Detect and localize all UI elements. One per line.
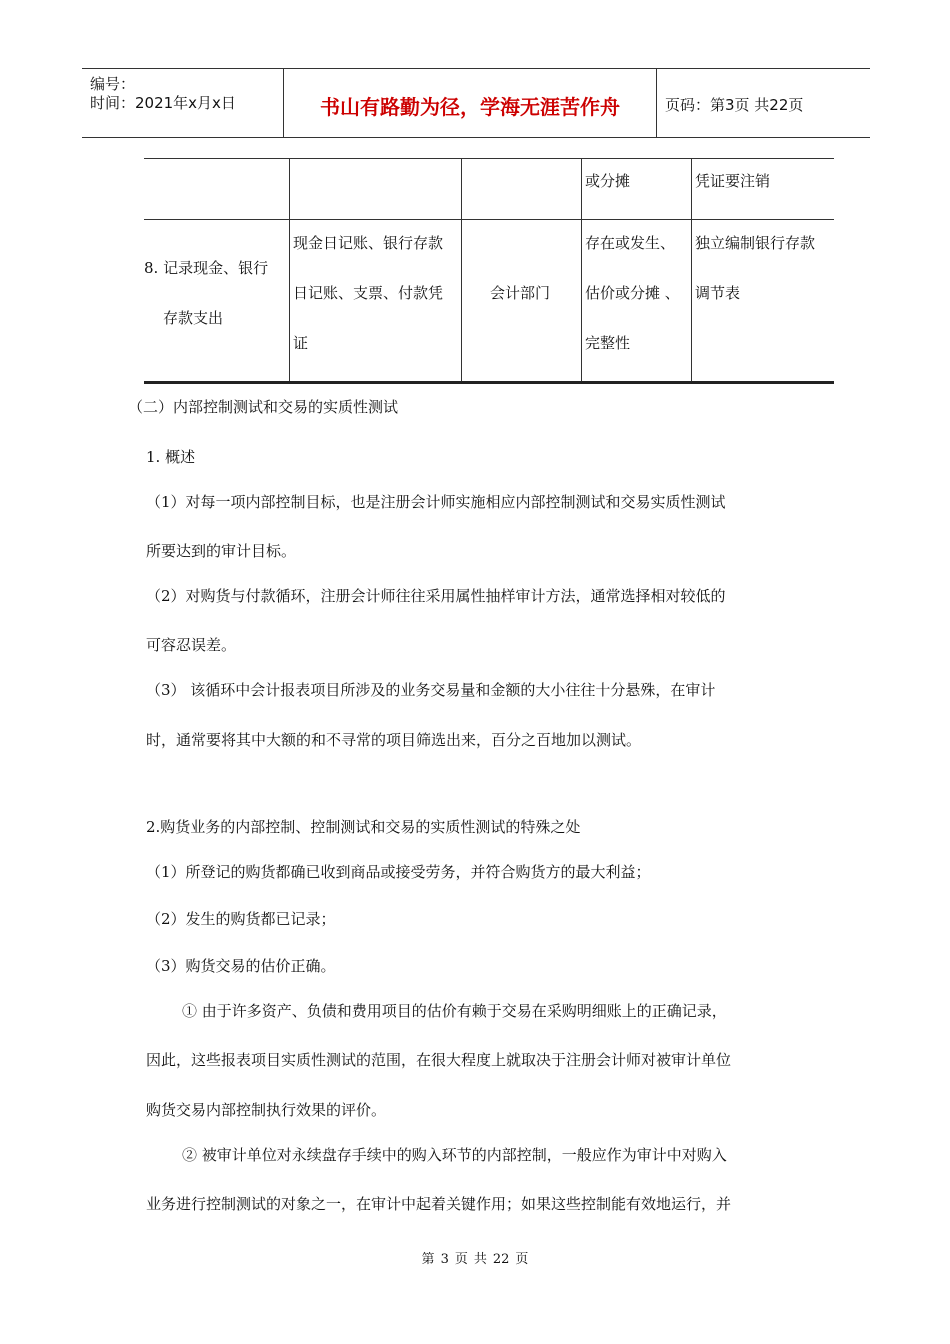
time-label: 时间：2021年x月x日 [90, 94, 236, 112]
table-cell: 估价或分摊 、 [585, 284, 680, 302]
table-cell: 完整性 [585, 334, 631, 352]
table-divider [461, 159, 462, 381]
paragraph-line: ② 被审计单位对永续盘存手续中的购入环节的内部控制，一般应作为审计中对购入 [182, 1146, 727, 1164]
footer-total-pages: 22 [492, 1252, 510, 1267]
paragraph-line: （1）所登记的购货都确已收到商品或接受劳务，并符合购货方的最大利益； [146, 863, 651, 881]
table-cell: 存在或发生、 [585, 234, 676, 252]
paragraph-line: 可容忍误差。 [146, 636, 237, 654]
header-page-cell [656, 69, 870, 137]
paragraph-line: 业务进行控制测试的对象之一，在审计中起着关键作用；如果这些控制能有效地运行，并 [146, 1195, 732, 1213]
paragraph-line: （2）发生的购货都已记录； [146, 910, 336, 928]
subsection-title: 1. 概述 [146, 448, 196, 466]
table-cell: 或分摊 [585, 172, 631, 190]
section-title: （二）内部控制测试和交易的实质性测试 [128, 398, 399, 416]
footer-text: 共 [473, 1252, 487, 1267]
paragraph-line: 所要达到的审计目标。 [146, 542, 297, 560]
table-cell: 现金日记账、银行存款 [293, 234, 444, 252]
paragraph-line: 时，通常要将其中大额的和不寻常的项目筛选出来，百分之百地加以测试。 [146, 731, 642, 749]
table-cell: 证 [293, 334, 309, 352]
footer-text: 页 [454, 1252, 468, 1267]
paragraph-line: 购货交易内部控制执行效果的评价。 [146, 1101, 387, 1119]
page-label: 页码：第3页 共22页 [665, 96, 804, 114]
motto: 书山有路勤为径，学海无涯苦作舟 [320, 95, 620, 119]
table-cell: 凭证要注销 [695, 172, 771, 190]
control-table [144, 158, 834, 384]
header-meta-cell [82, 69, 283, 137]
header-motto-cell [283, 69, 657, 137]
document-header [82, 68, 870, 138]
paragraph-line: （3） 该循环中会计报表项目所涉及的业务交易量和金额的大小往往十分悬殊，在审计 [146, 681, 716, 699]
paragraph-line: （1）对每一项内部控制目标，也是注册会计师实施相应内部控制测试和交易实质性测试 [146, 493, 726, 511]
footer-page-number: 3 [440, 1252, 449, 1267]
table-cell: 会计部门 [490, 284, 551, 302]
table-divider [289, 159, 290, 381]
subsection-title: 2.购货业务的内部控制、控制测试和交易的实质性测试的特殊之处 [146, 818, 581, 836]
page-footer [0, 1248, 950, 1267]
footer-text: 页 [515, 1252, 529, 1267]
table-cell: 调节表 [695, 284, 741, 302]
table-cell: 8. 记录现金、银行 [144, 259, 269, 277]
paragraph-line: ① 由于许多资产、负债和费用项目的估价有赖于交易在采购明细账上的正确记录， [182, 1002, 727, 1020]
table-cell: 日记账、支票、付款凭 [293, 284, 444, 302]
paragraph-line: （2）对购货与付款循环，注册会计师往往采用属性抽样审计方法，通常选择相对较低的 [146, 587, 726, 605]
table-divider [581, 159, 582, 381]
table-cell: 存款支出 [163, 309, 224, 327]
footer-text: 第 [421, 1252, 435, 1267]
paragraph-line: （3）购货交易的估价正确。 [146, 957, 336, 975]
paragraph-line: 因此，这些报表项目实质性测试的范围，在很大程度上就取决于注册会计师对被审计单位 [146, 1051, 732, 1069]
table-divider [691, 159, 692, 381]
number-label: 编号： [90, 75, 136, 93]
table-cell: 独立编制银行存款 [695, 234, 816, 252]
